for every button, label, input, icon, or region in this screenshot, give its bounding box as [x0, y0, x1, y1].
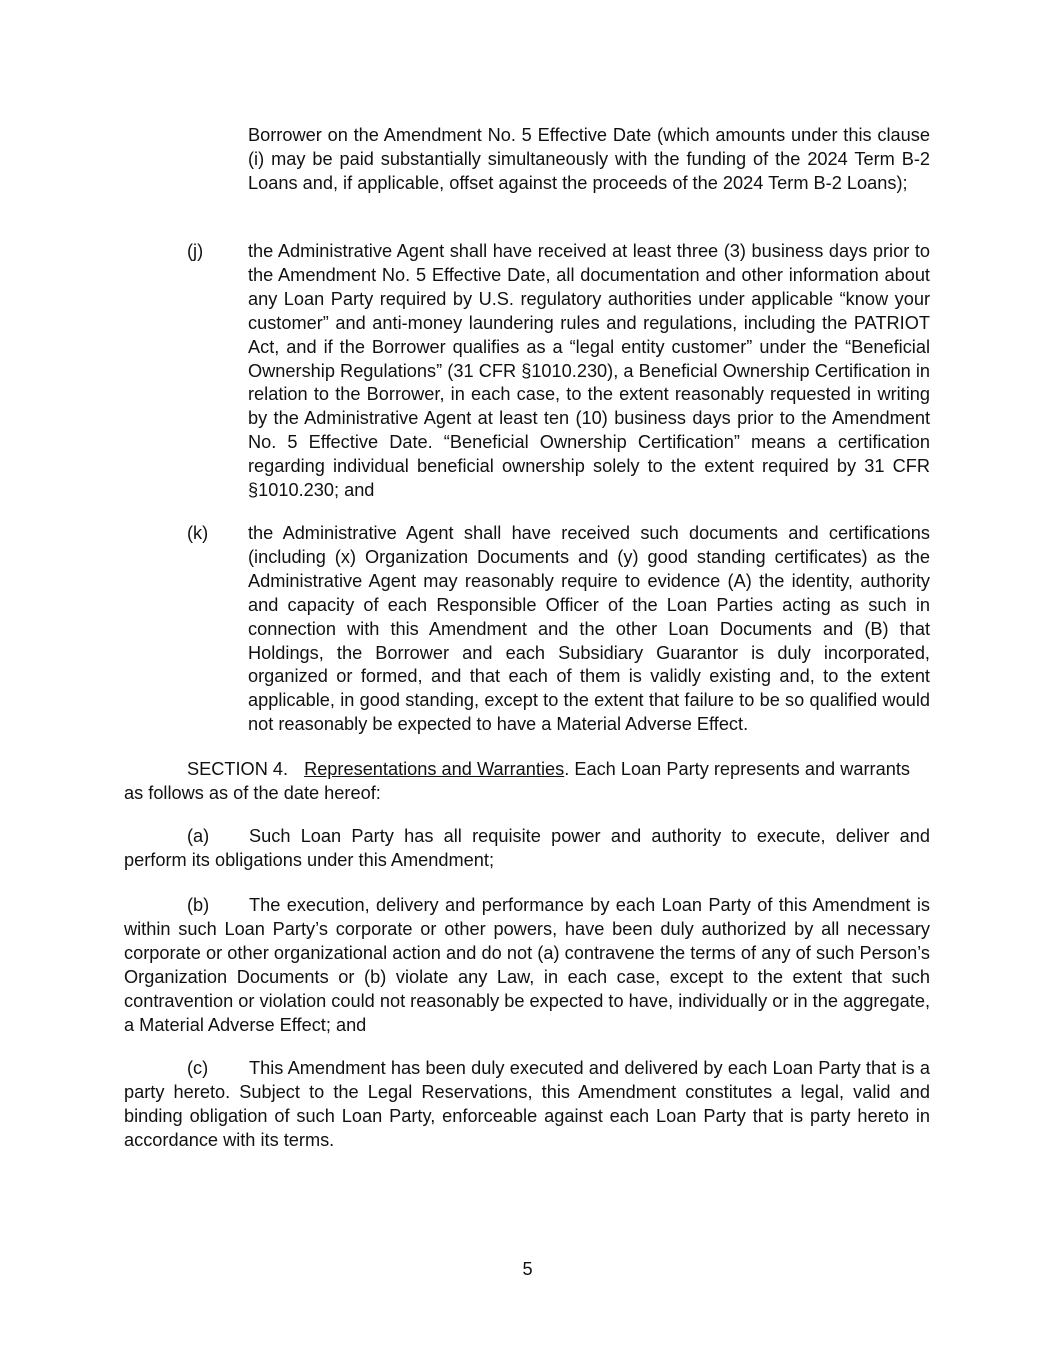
clause-j-text: the Administrative Agent shall have received at least three (3) business days prior to the Amendment No. 5 Effective Date, all documentation and other information about any Loan Party required by U.S. regulatory authorities under applicable “know your customer” and anti-money laundering rules and regulations, including the PATRIOT Act, and if the Borrower qualifies as a “legal entity customer” under the “Beneficial Ownership Regulations” (31 CFR §1010.230), a Beneficial Ownership Certification in relation to the Borrower, in each case, to the extent reasonably requested in writing by the Administrative Agent at least ten (10) business days prior to the Amendment No. 5 Effective Date. “Beneficial Ownership Certification” means a certification regarding individual beneficial ownership solely to the extent required by 31 CFR §1010.230; and: [248, 241, 930, 501]
clause-j-label: (j): [187, 241, 204, 261]
page-number: 5: [522, 1259, 533, 1279]
rep-b-label: (b): [187, 895, 210, 915]
rep-a-label: (a): [187, 826, 210, 846]
section-4-heading: Representations and Warranties: [304, 759, 565, 779]
rep-c-label: (c): [187, 1058, 209, 1078]
section-4-intro: . Each Loan Party represents and warrants as follows as of the date hereof:: [124, 759, 910, 803]
clause-k-text: the Administrative Agent shall have received such documents and certifications (including (x) Organization Documents and (y) good standing certificates) as the Administrative Agent may reasonably require to evidence (A) the identity, authority and capacity of each Responsible Officer of the Loan Parties acting as such in connection with this Amendment and the other Loan Documents and (B) that Holdings, the Borrower and each Subsidiary Guarantor is duly incorporated, organized or formed, and that each of them is validly existing and, to the extent applicable, in good standing, except to the extent that failure to be so qualified would not reasonably be expected to have a Material Adverse Effect.: [248, 523, 930, 735]
rep-b-text: The execution, delivery and performance by each Loan Party of this Amendment is within such Loan Party’s corporate or other powers, have been duly authorized by all necessary corporate or other organizational action and do not (a) contravene the terms of any of such Person’s Organization Documents or (b) violate any Law, in each case, except to the extent that such contravention or violation could not reasonably be expected to have, individually or in the aggregate, a Material Adverse Effect; and: [124, 895, 930, 1035]
section-4-number: SECTION 4.: [187, 759, 289, 779]
rep-a-paragraph: [124, 825, 930, 873]
clause-i-continuation: Borrower on the Amendment No. 5 Effective Date (which amounts under this clause (i) may be paid substantially simultaneously with the funding of the 2024 Term B-2 Loans and, if applicable, offset against the proceeds of the 2024 Term B-2 Loans);: [248, 125, 930, 193]
rep-c-text: This Amendment has been duly executed and delivered by each Loan Party that is a party hereto. Subject to the Legal Reservations, this Amendment constitutes a legal, valid and binding obligation of such Loan Party, enforceable against each Loan Party that is party hereto in accordance with its terms.: [124, 1058, 930, 1150]
clause-k-label: (k): [187, 523, 209, 543]
rep-c-paragraph: [124, 1057, 930, 1153]
section-4-paragraph: [124, 758, 922, 806]
rep-a-text: Such Loan Party has all requisite power and authority to execute, deliver and perform its obligations under this Amendment;: [124, 826, 930, 870]
rep-b-paragraph: [124, 894, 930, 1037]
